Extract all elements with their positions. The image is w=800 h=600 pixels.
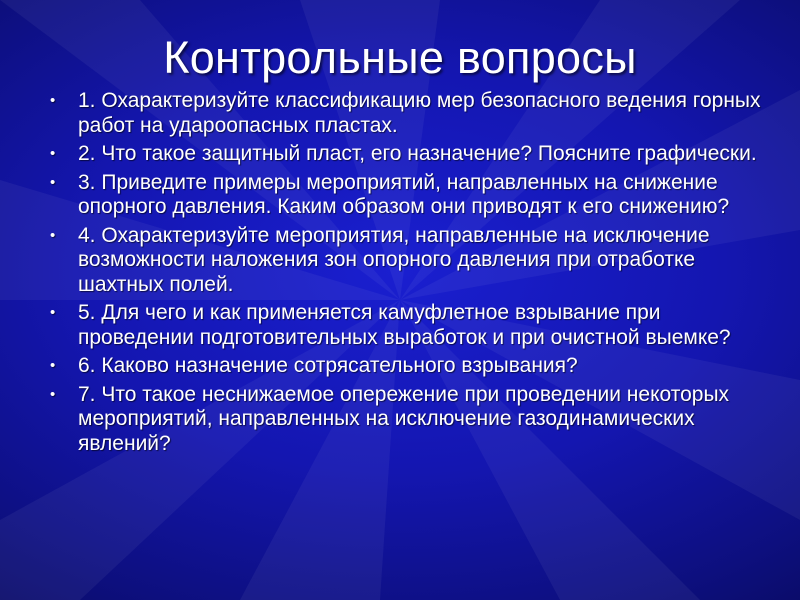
bullet-icon: • <box>50 92 56 109</box>
list-item <box>48 301 768 350</box>
list-item-text: 5. Для чего и как применяется камуфлетное взрывание при проведении подготовительных выработок и при очистной выемке? <box>78 301 731 349</box>
list-item <box>48 171 768 220</box>
question-list <box>48 89 768 460</box>
slide-title: Контрольные вопросы <box>163 32 637 83</box>
list-item-text: 6. Каково назначение сотрясательного взрывания? <box>78 354 578 377</box>
bullet-icon: • <box>50 385 56 403</box>
list-item-text: 2. Что такое защитный пласт, его назначение? Поясните графически. <box>78 142 757 165</box>
list-item <box>48 142 768 167</box>
bullet-icon: • <box>50 357 56 374</box>
list-item <box>48 383 768 457</box>
bullet-icon: • <box>50 145 56 162</box>
bullet-icon: • <box>50 226 56 244</box>
list-item <box>48 89 768 138</box>
list-item-text: 3. Приведите примеры мероприятий, направленных на снижение опорного давления. Каким образом они приводят к его снижению? <box>78 170 730 218</box>
list-item-text: 7. Что такое неснижаемое опережение при проведении некоторых мероприятий, направленных на исключение газодинамических явлений? <box>78 382 730 455</box>
list-item <box>48 224 768 298</box>
list-item-text: 4. Охарактеризуйте мероприятия, направленные на исключение возможности наложения зон опорного давления при отработке шахтных полей. <box>78 223 710 296</box>
bullet-icon: • <box>50 173 56 191</box>
list-item-text: 1. Охарактеризуйте классификацию мер безопасного ведения горных работ на удароопасных пластах. <box>78 89 761 137</box>
list-item <box>48 354 768 379</box>
bullet-icon: • <box>50 304 56 321</box>
